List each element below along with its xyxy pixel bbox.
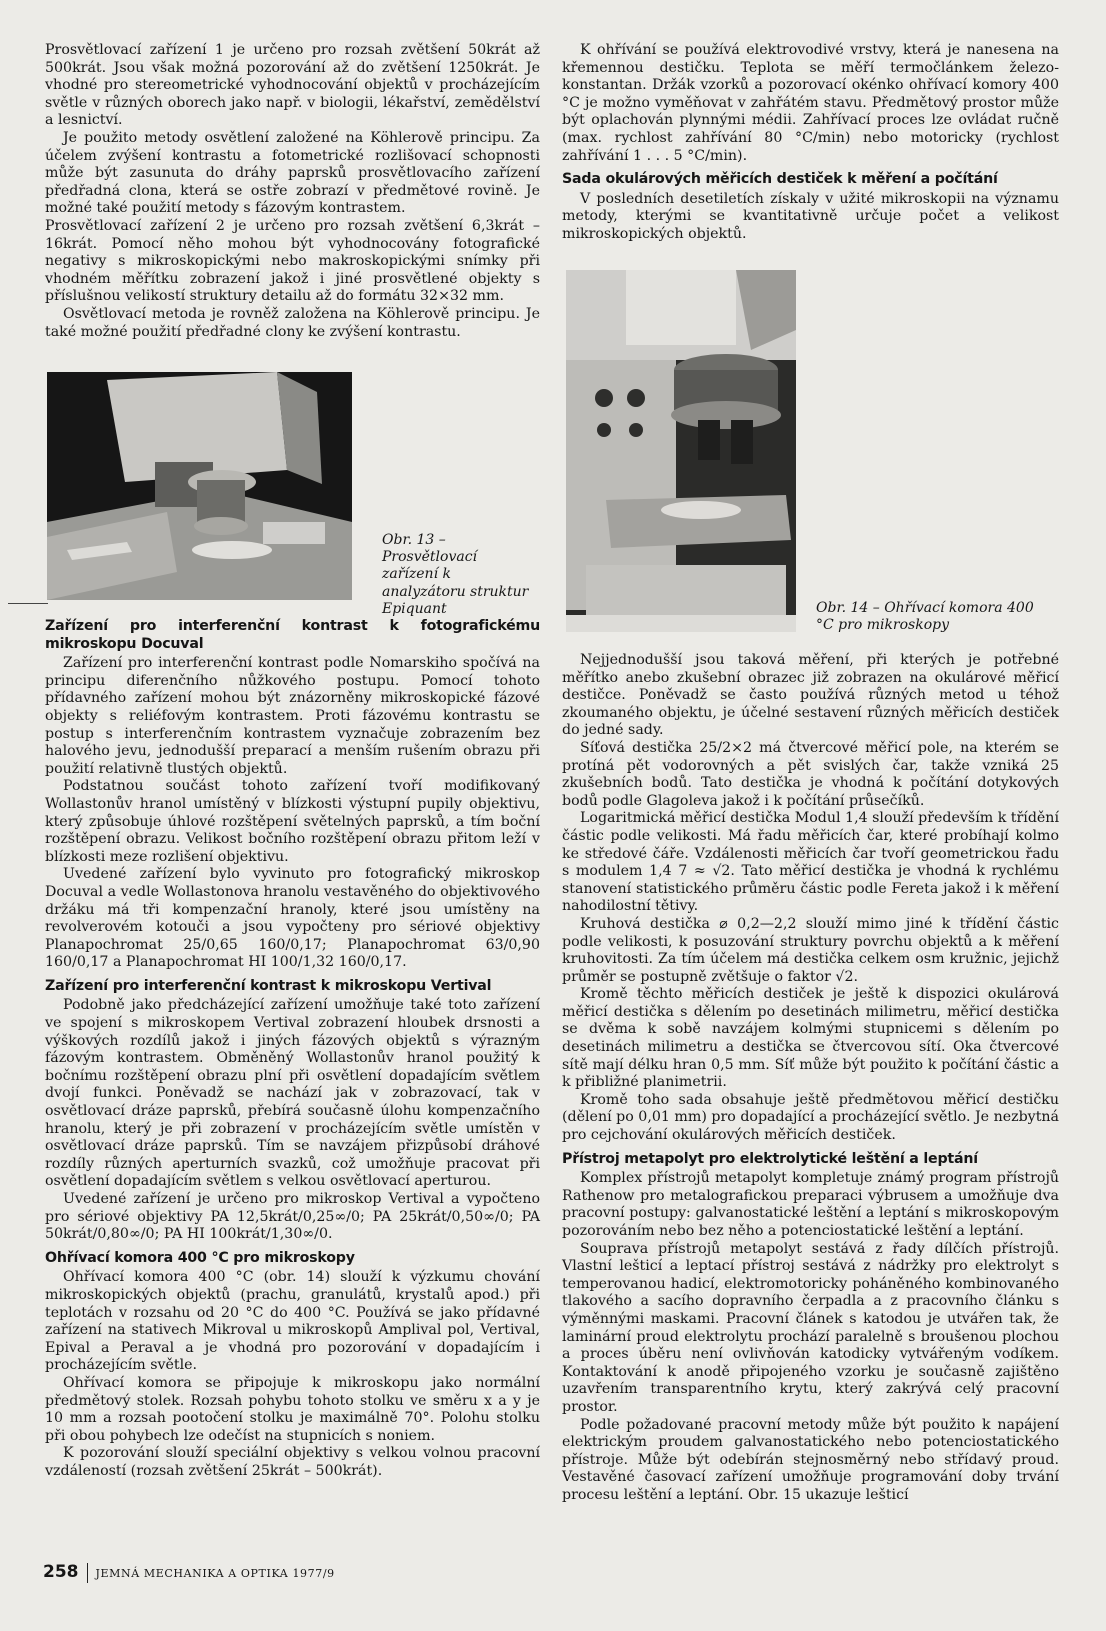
section-heading: Přístroj metapolyt pro elektrolytické leštění a leptání: [562, 1150, 978, 1167]
figure-14-photo: [566, 270, 796, 632]
paragraph: K ohřívání se používá elektrovodivé vrstvy, která je nanesena na křemennou destičku. Teplota se měří termočlánkem železo-konstantan. Držák vzorků a pozorovací okénko ohřívací komory 400 °C je možno vyměňovat v zahřátém stavu. Předmětový prostor může být oplachován plynnými médii. Zahřívací proces lze ovládat ručně (max. rychlost zahřívání 80 °C/min) nebo motoricky (rychlost zahřívání 1 . . . 5 °C/min).: [562, 42, 1059, 164]
paragraph: Podobně jako předcházející zařízení umožňuje také toto zařízení ve spojení s mikroskopem Vertival zobrazení hloubek drsnosti a výškových rozdílů jakož i jiných fázových objektů s výrazným fázovým kontrastem. Obměněný Wollastonův hranol použitý k bočnímu rozštěpení obrazu plní při osvětlení dopadajícím světlem dvojí funkci. Poněvadž se nachází jak v zobrazovací, tak v osvětlovací dráze paprsků, přebírá současně úlohu kompenzačního hranolu, který je při zobrazení v procházejícím světle umístěn v osvětlovací dráze paprsků. Tím se navzájem přizpůsobí dráhové rozdíly různých aperturních svazků, což umožňuje pracovat při osvětlení dopadajícím světlem s velkou osvětlovací aperturou.: [45, 997, 540, 1190]
paragraph: K pozorování slouží speciální objektivy s velkou volnou pracovní vzdáleností (rozsah zvětšení 25krát – 500krát).: [45, 1445, 540, 1479]
paragraph: Zařízení pro interferenční kontrast podle Nomarskiho spočívá na principu diferenčního nůžkového postupu. Pomocí tohoto přídavného zařízení mohou být znázorněny mikroskopické fázové objekty s reliéfovým kontrastem. Proti fázovému kontrastu se postup s interferenčním kontrastem vyznačuje zobrazením bez halového jevu, jednodušší preparací a menším rušením obrazu při použití relativně tlustých objektů.: [45, 655, 540, 777]
paragraph: Nejjednodušší jsou taková měření, při kterých je potřebné měřítko anebo zkušební obrazec již zobrazen na okulárové měřicí destičce. Poněvadž se často používá různých metod u téhož zkoumaného objektu, je účelné sestavení různých měřicích destiček do jedné sady.: [562, 652, 1059, 739]
left-column-bottom: [45, 612, 540, 1481]
paragraph: V posledních desetiletích získaly v užité mikroskopii na významu metody, kterými se kvantitativně určuje počet a velikost mikroskopických objektů.: [562, 190, 1059, 242]
left-column-top: [45, 42, 540, 341]
paragraph: Uvedené zařízení bylo vyvinuto pro fotografický mikroskop Docuval a vedle Wollastonova hranolu vestavěného do objektivového držáku má tři kompenzační hranoly, které jsou umístěny na revolverovém kotouči a jsou vypočteny pro sériové objektivy Planapochromat 25/0,65 160/0,17; Planapochromat 63/0,90 160/0,17 a Planapochromat HI 100/1,32 160/0,17.: [45, 866, 540, 971]
figure-13-caption: Obr. 13 – Prosvětlovací zařízení k analyzátoru struktur Epiquant: [382, 532, 529, 617]
paragraph: Souprava přístrojů metapolyt sestává z řady dílčích přístrojů. Vlastní lešticí a leptací přístroj sestává z nádržky pro elektrolyt s temperovanou hadicí, elektromotoricky poháněného kombinovaného tlakového a sacího dopravního čerpadla a z pracovního článku s výměnnými maskami. Pracovní článek s katodou je utvářen tak, že laminární proud elektrolytu prochází paralelně s broušenou plochou a proces úběru není ovlivňován katodicky vytvářeným vodíkem. Kontaktování k anodě připojeného vzorku je současně zajištěno uzavřením transparentního krytu, který zakrývá celý pracovní prostor.: [562, 1240, 1059, 1415]
paragraph: Ohřívací komora 400 °C (obr. 14) slouží k výzkumu chování mikroskopických objektů (prachu, granulátů, krystalů apod.) při teplotách v rozsahu od 20 °C do 400 °C. Používá se jako přídavné zařízení na stativech Mikroval u mikroskopů Amplival pol, Vertival, Epival a Peraval a je vhodná pro pozorování v dopadajícím i procházejícím světle.: [45, 1269, 540, 1374]
divider: [8, 603, 48, 604]
paragraph: Prosvětlovací zařízení 1 je určeno pro rozsah zvětšení 50krát až 500krát. Jsou však možná pozorování až do zvětšení 1250krát. Je vhodné pro stereometrické vyhodnocování objektů v procházejícím světle v různých oborech jako např. v biologii, lékařství, zemědělství a lesnictví.: [45, 42, 540, 129]
page-footer: [43, 1562, 335, 1583]
illumination-device-illustration: [47, 372, 352, 600]
right-column-bottom: [562, 652, 1059, 1505]
paragraph: Uvedené zařízení je určeno pro mikroskop Vertival a vypočteno pro sériové objektivy PA 12,5krát/0,25∞/0; PA 25krát/0,50∞/0; PA 50krát/0,80∞/0; PA HI 100krát/1,30∞/0.: [45, 1191, 540, 1243]
paragraph: Osvětlovací metoda je rovněž založena na Köhlerově principu. Je také možné použití předřadné clony ke zvýšení kontrastu.: [45, 305, 540, 340]
section-heading: Zařízení pro interferenční kontrast k mikroskopu Vertival: [45, 977, 492, 994]
right-column-top: [562, 42, 1059, 244]
footer-divider: [87, 1563, 88, 1583]
paragraph: Kromě těchto měřicích destiček je ještě k dispozici okulárová měřicí destička s dělením po desetinách milimetru, měřicí destička se dvěma k sobě navzájem kolmými stupnicemi s dělením po desetinách milimetru a destička se čtvercovou sítí. Oka čtvercové sítě mají délku hran 0,5 mm. Síť může být použito k počítání částic a k přibližné planimetrii.: [562, 986, 1059, 1091]
paragraph: Prosvětlovací zařízení 2 je určeno pro rozsah zvětšení 6,3krát – 16krát. Pomocí něho mohou být vyhodnocovány fotografické negativy s mikroskopickými nebo makroskopickými snímky při vhodném měřítku zobrazení jakož i jiné prosvětlené objekty s příslušnou velikostí struktury detailu až do formátu 32×32 mm.: [45, 217, 540, 305]
paragraph: Kromě toho sada obsahuje ještě předmětovou měřicí destičku (dělení po 0,01 mm) pro dopadající a procházející světlo. Je nezbytná pro cejchování okulárových měřicích destiček.: [562, 1091, 1059, 1144]
figure-13-photo: [47, 372, 352, 600]
paragraph: Ohřívací komora se připojuje k mikroskopu jako normální předmětový stolek. Rozsah pohybu tohoto stolku ve směru x a y je 10 mm a rozsah pootočení stolku je maximálně 70°. Polohu stolku při obou pohybech lze odečíst na stupnicích s noniem.: [45, 1374, 540, 1444]
paragraph: Kruhová destička ⌀ 0,2—2,2 slouží mimo jiné k třídění částic podle velikosti, k posuzování struktury povrchu objektů a k měření kruhovitosti. Za tím účelem má destička celkem osm kružnic, jejichž průměr se postupně zvětšuje o faktor √2.: [562, 915, 1059, 985]
journal-name: JEMNÁ MECHANIKA A OPTIKA 1977/9: [95, 1567, 335, 1580]
page-number: 258: [43, 1562, 79, 1582]
paragraph: Podstatnou součást tohoto zařízení tvoří modifikovaný Wollastonův hranol umístěný v blízkosti výstupní pupily objektivu, který způsobuje úhlové rozštěpení světelných paprsků, a tím boční rozštěpení obrazu. Velikost bočního rozštěpení obrazu přitom leží v blízkosti meze rozlišení objektivu.: [45, 778, 540, 865]
section-heading: Zařízení pro interferenční kontrast k fotografickému mikroskopu Docuval: [45, 618, 540, 652]
paragraph: Logaritmická měřicí destička Modul 1,4 slouží především k třídění částic podle velikosti. Má řadu měřicích čar, které probíhají kolmo ke středové čáře. Vzdálenosti měřicích čar tvoří geometrickou řadu s modulem 1,4 7 ≈ √2. Tato měřicí destička je vhodná k rychlému stanovení statistického průměru částic podle Fereta jakož i k měření nahodilostní tětivy.: [562, 810, 1059, 915]
paragraph: Komplex přístrojů metapolyt kompletuje známý program přístrojů Rathenow pro metalografickou preparaci výbrusem a umožňuje dva pracovní postupy: galvanostatické leštění a leptání s mikroskopovým pozorováním nebo bez něho a potenciostatické leštění a leptání.: [562, 1170, 1059, 1239]
paragraph: Podle požadované pracovní metody může být použito k napájení elektrickým proudem galvanostatického nebo potenciostatického přístroje. Může být odebírán stejnosměrný nebo střídavý proud. Vestavěné časovací zařízení umožňuje programování doby trvání procesu leštění a leptání. Obr. 15 ukazuje lešticí: [562, 1416, 1059, 1503]
heating-chamber-microscope-illustration: [566, 270, 796, 632]
figure-14-caption: Obr. 14 – Ohřívací komora 400 °C pro mikroskopy: [816, 600, 1034, 634]
section-heading: Sada okulárových měřicích destiček k měření a počítání: [562, 171, 998, 188]
paragraph: Je použito metody osvětlení založené na Köhlerově principu. Za účelem zvýšení kontrastu a fotometrické rozlišovací schopnosti může být zasunuta do dráhy paprsků prosvětlovacího zařízení předřadná clona, která se ostře zobrazí v předmětové rovině. Je možné také použití metody s fázovým kontrastem.: [45, 129, 540, 217]
paragraph: Síťová destička 25/2×2 má čtvercové měřicí pole, na kterém se protíná pět vodorovných a pět svislých čar, takže vzniká 25 zkušebních bodů. Tato destička je vhodná k počítání dotykových bodů podle Glagoleva jakož i k počítání průsečíků.: [562, 739, 1059, 809]
section-heading: Ohřívací komora 400 °C pro mikroskopy: [45, 1249, 355, 1266]
